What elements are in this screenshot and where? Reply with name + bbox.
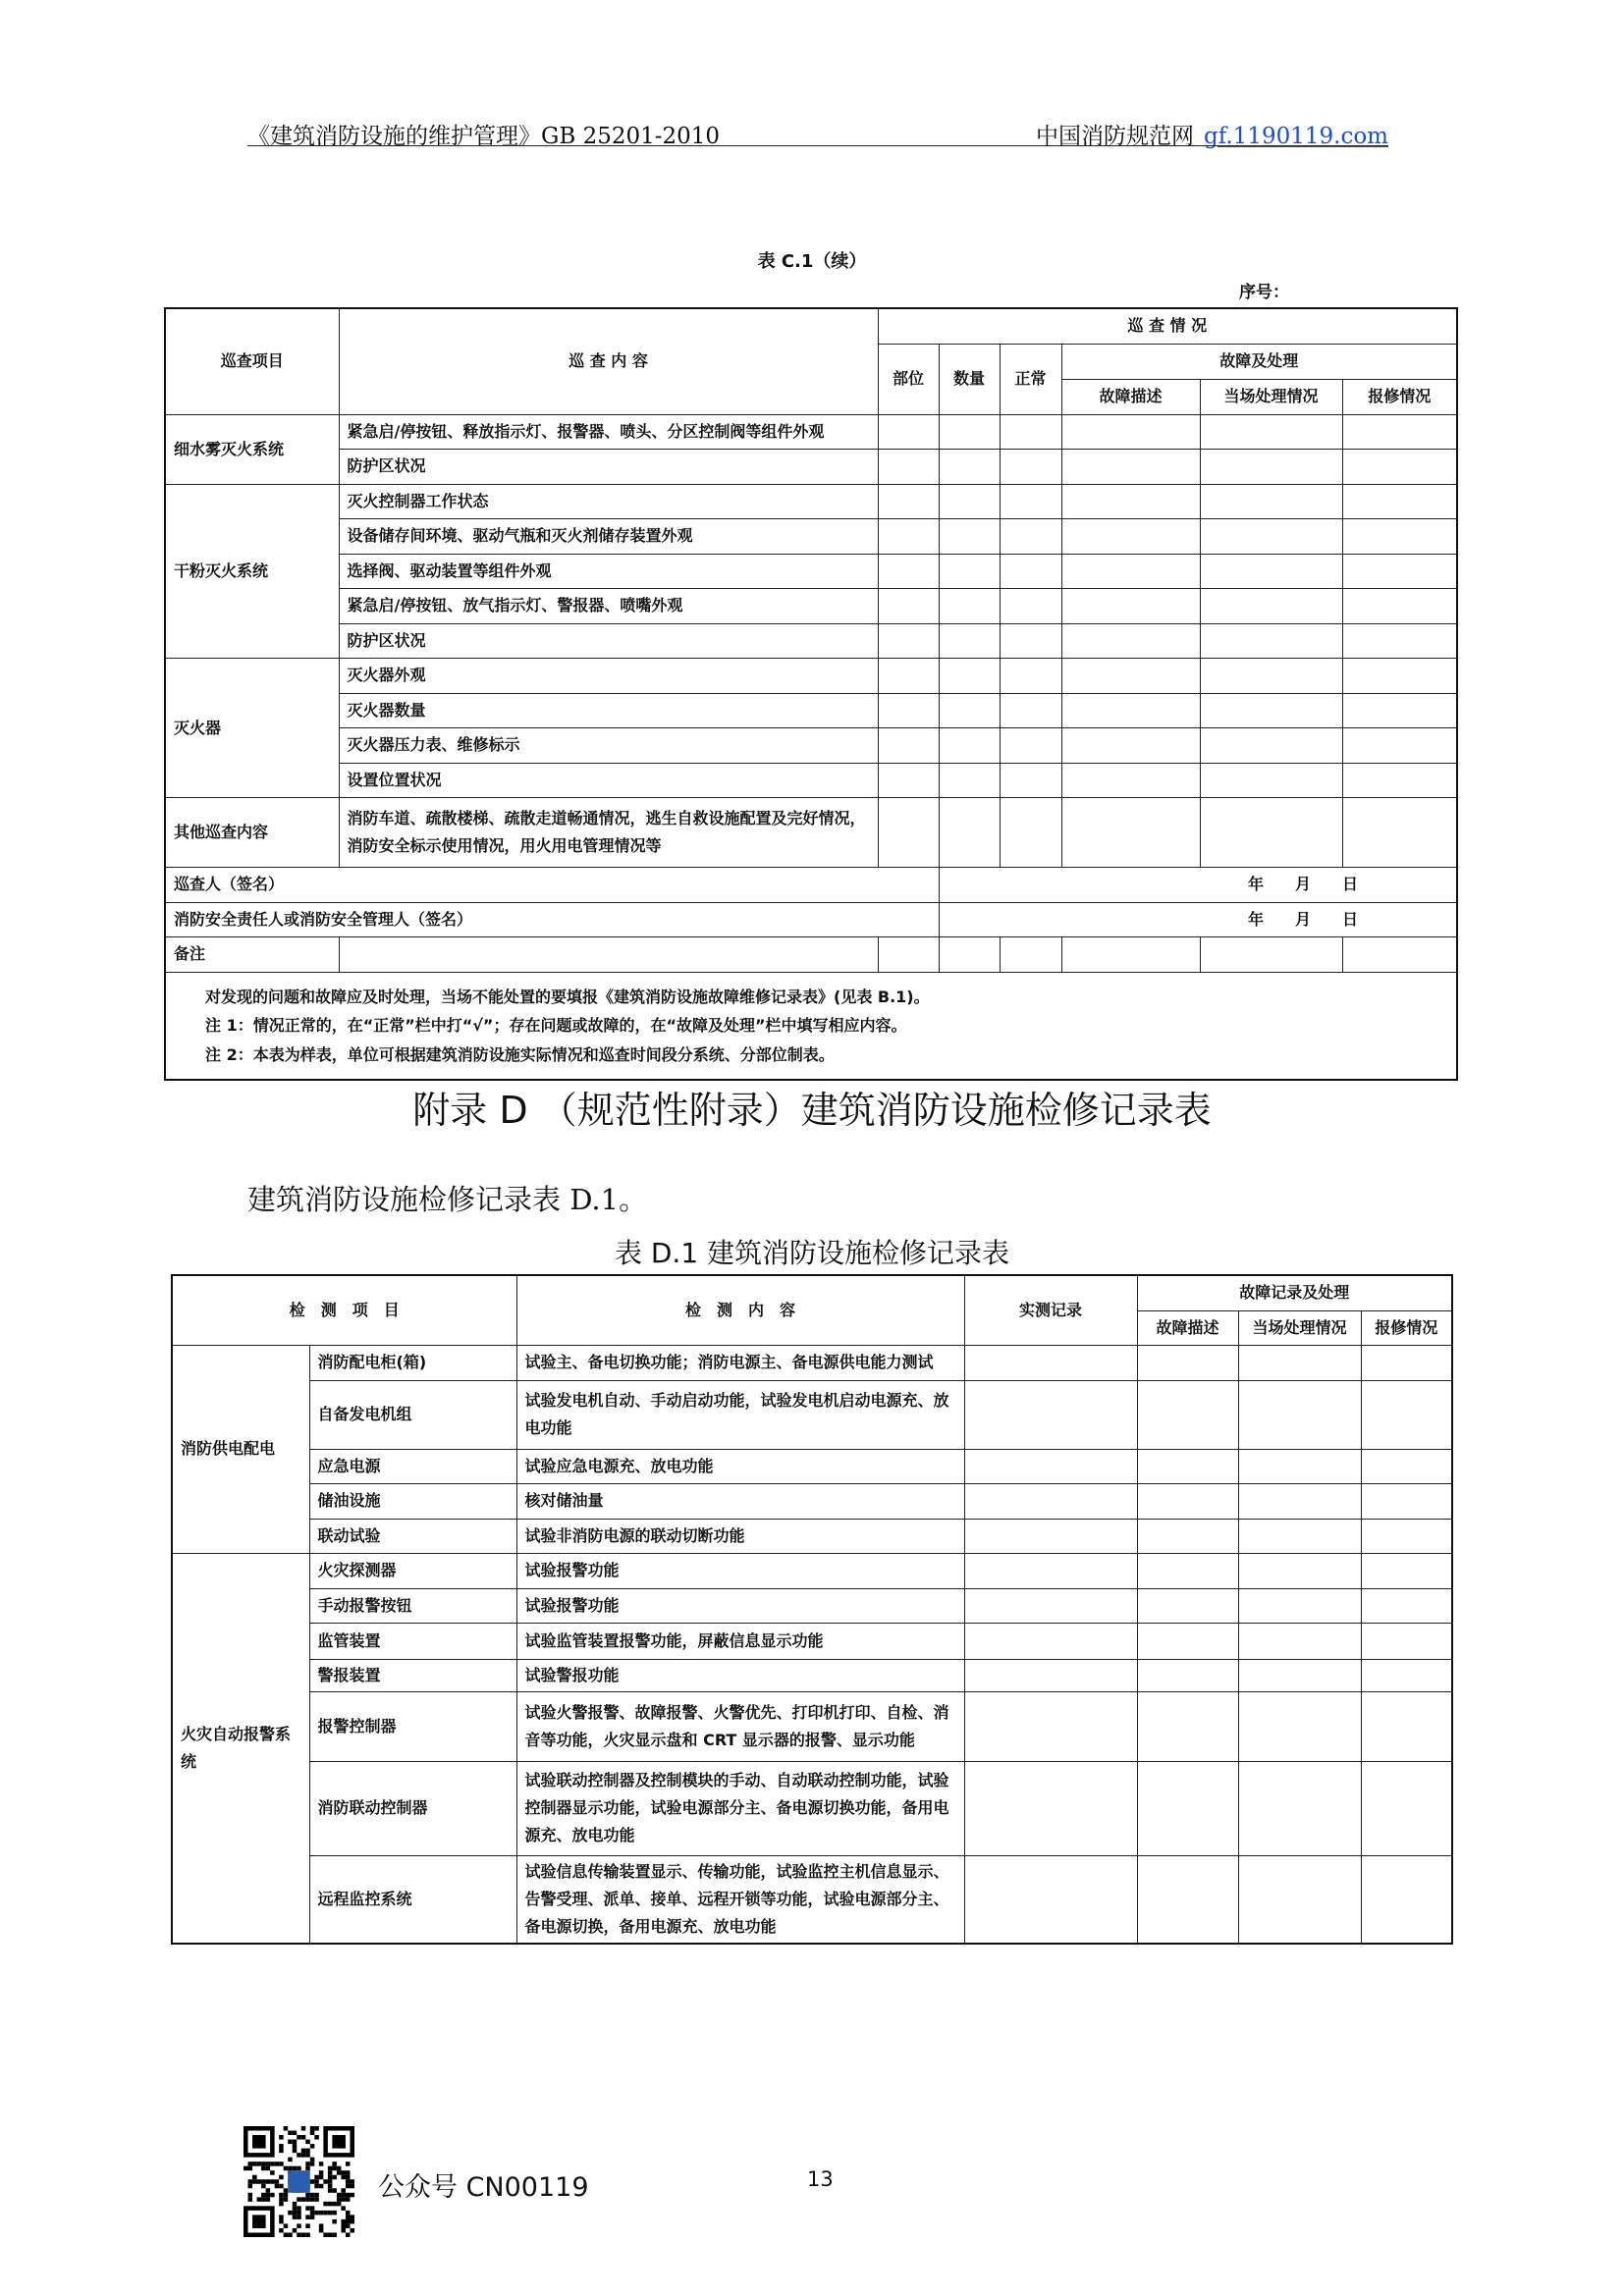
site-link[interactable]: gf.1190119.com	[1203, 124, 1388, 149]
entry-cell[interactable]	[1342, 484, 1457, 519]
table-row	[172, 1483, 1452, 1519]
check-content: 试验监管装置报警功能，屏蔽信息显示功能	[516, 1623, 964, 1659]
entry-cell[interactable]	[1238, 1380, 1361, 1449]
system-name: 消防供电配电	[172, 1345, 309, 1553]
patrol-content: 设置位置状况	[339, 763, 878, 798]
check-item: 手动报警按钮	[309, 1588, 516, 1623]
entry-cell[interactable]	[1000, 659, 1061, 694]
entry-cell[interactable]	[1238, 1553, 1361, 1588]
entry-cell[interactable]	[1137, 1855, 1238, 1944]
table-row	[165, 589, 1457, 624]
entry-cell[interactable]	[1342, 414, 1457, 450]
check-item: 储油设施	[309, 1483, 516, 1519]
table-row	[172, 1553, 1452, 1588]
entry-cell[interactable]	[1238, 1659, 1361, 1691]
entry-cell[interactable]	[1000, 414, 1061, 450]
entry-cell[interactable]	[939, 519, 1000, 555]
table-c-caption: 表 C.1（续）	[757, 251, 867, 272]
entry-cell[interactable]	[964, 1483, 1137, 1519]
entry-cell[interactable]	[1137, 1588, 1238, 1623]
entry-cell[interactable]	[1000, 728, 1061, 764]
entry-cell[interactable]	[1061, 414, 1200, 450]
entry-cell[interactable]	[939, 450, 1000, 485]
check-item: 监管装置	[309, 1623, 516, 1659]
entry-cell[interactable]	[878, 589, 939, 624]
signature-label-text: 消防安全责任人或消防安全管理人（签名）	[174, 909, 473, 929]
table-row	[172, 1623, 1452, 1659]
entry-cell[interactable]	[964, 1623, 1137, 1659]
check-item: 报警控制器	[309, 1691, 516, 1761]
entry-cell[interactable]	[939, 763, 1000, 798]
header-fault-desc: 故障描述	[1061, 379, 1200, 414]
table-row	[165, 554, 1457, 589]
entry-cell[interactable]	[1200, 589, 1342, 624]
patrol-content: 灭火器压力表、维修标示	[339, 728, 878, 764]
check-content: 试验应急电源充、放电功能	[516, 1449, 964, 1483]
entry-cell[interactable]	[1061, 763, 1200, 798]
check-content: 试验火警报警、故障报警、火警优先、打印机打印、自检、消音等功能，火灾显示盘和 CRT 显示器的报警、显示功能	[516, 1691, 964, 1761]
entry-cell[interactable]	[939, 623, 1000, 659]
check-item: 警报装置	[309, 1659, 516, 1691]
entry-cell[interactable]	[1061, 589, 1200, 624]
entry-cell[interactable]	[1061, 623, 1200, 659]
entry-cell[interactable]	[1000, 589, 1061, 624]
entry-cell[interactable]	[939, 693, 1000, 728]
entry-cell[interactable]	[1342, 798, 1457, 868]
entry-cell[interactable]	[1200, 554, 1342, 589]
table-row	[165, 450, 1457, 485]
entry-cell[interactable]	[1137, 1449, 1238, 1483]
entry-cell[interactable]	[878, 414, 939, 450]
table-d-caption: 表 D.1 建筑消防设施检修记录表	[614, 1237, 1010, 1269]
table-row	[165, 414, 1457, 450]
table-row	[172, 1761, 1452, 1855]
entry-cell[interactable]	[1361, 1519, 1452, 1553]
entry-cell[interactable]	[1000, 798, 1061, 868]
entry-cell[interactable]	[1200, 414, 1342, 450]
entry-cell[interactable]	[1200, 763, 1342, 798]
header-content: 检 测 内 容	[516, 1275, 964, 1345]
entry-cell[interactable]	[939, 728, 1000, 764]
remarks-label: 备注	[165, 937, 339, 973]
table-row	[165, 693, 1457, 728]
check-item: 消防配电柜(箱)	[309, 1345, 516, 1380]
qr-code-icon	[244, 2126, 354, 2237]
site-name: 中国消防规范网	[1035, 124, 1194, 149]
signature-date[interactable]: 年 月 日	[939, 868, 1457, 903]
entry-cell[interactable]	[878, 798, 939, 868]
entry-cell[interactable]	[939, 554, 1000, 589]
entry-cell[interactable]	[964, 1449, 1137, 1483]
entry-cell[interactable]	[1000, 450, 1061, 485]
entry-cell[interactable]	[878, 728, 939, 764]
table-row	[172, 1380, 1452, 1449]
entry-cell[interactable]	[878, 659, 939, 694]
entry-cell[interactable]	[1200, 659, 1342, 694]
intro-paragraph: 建筑消防设施检修记录表 D.1。	[247, 1183, 648, 1216]
entry-cell[interactable]	[1342, 659, 1457, 694]
entry-cell[interactable]	[1061, 484, 1200, 519]
entry-cell[interactable]	[1361, 1691, 1452, 1761]
entry-cell[interactable]	[1137, 1519, 1238, 1553]
patrol-item: 干粉灭火系统	[165, 484, 339, 659]
check-content: 试验报警功能	[516, 1553, 964, 1588]
note-line: 注 2：本表为样表，单位可根据建筑消防设施实际情况和巡查时间段分系统、分部位制表。	[205, 1044, 835, 1064]
entry-cell[interactable]	[878, 554, 939, 589]
entry-cell[interactable]	[1342, 589, 1457, 624]
entry-cell[interactable]	[1137, 1380, 1238, 1449]
signature-date[interactable]: 年 月 日	[939, 902, 1457, 937]
patrol-content: 灭火器数量	[339, 693, 878, 728]
entry-cell[interactable]	[1361, 1380, 1452, 1449]
patrol-content: 设备储存间环境、驱动气瓶和灭火剂储存装置外观	[339, 519, 878, 555]
check-content: 试验信息传输装置显示、传输功能，试验监控主机信息显示、告警受理、派单、接单、远程开锁等功能，试验电源部分主、备电源切换，备用电源充、放电功能	[516, 1855, 964, 1944]
notes-row	[165, 972, 1457, 1080]
check-content: 试验主、备电切换功能；消防电源主、备电源供电能力测试	[516, 1345, 964, 1380]
patrol-content: 防护区状况	[339, 450, 878, 485]
check-content: 试验发电机自动、手动启动功能，试验发电机启动电源充、放电功能	[516, 1380, 964, 1449]
signature-label	[165, 902, 939, 937]
table-row	[172, 1345, 1452, 1380]
entry-cell[interactable]	[1361, 1483, 1452, 1519]
check-item: 火灾探测器	[309, 1553, 516, 1588]
header-fault-desc: 故障描述	[1137, 1310, 1238, 1345]
table-row	[165, 519, 1457, 555]
entry-cell[interactable]	[1000, 519, 1061, 555]
entry-cell[interactable]	[1342, 937, 1457, 973]
signature-label-text: 巡查人（签名）	[174, 875, 285, 894]
signature-row	[165, 902, 1457, 937]
entry-cell[interactable]	[1061, 798, 1200, 868]
system-name: 火灾自动报警系统	[172, 1553, 309, 1944]
entry-cell[interactable]	[1000, 554, 1061, 589]
entry-cell[interactable]	[1137, 1659, 1238, 1691]
entry-cell[interactable]	[1061, 554, 1200, 589]
table-row	[165, 728, 1457, 764]
entry-cell[interactable]	[964, 1659, 1137, 1691]
entry-cell[interactable]	[1238, 1691, 1361, 1761]
check-item: 联动试验	[309, 1519, 516, 1553]
entry-cell[interactable]	[1342, 450, 1457, 485]
check-content: 试验警报功能	[516, 1659, 964, 1691]
entry-cell[interactable]	[939, 589, 1000, 624]
entry-cell[interactable]	[1200, 623, 1342, 659]
entry-cell[interactable]	[1361, 1588, 1452, 1623]
entry-cell[interactable]	[878, 763, 939, 798]
entry-cell[interactable]	[1061, 693, 1200, 728]
entry-cell[interactable]	[1000, 484, 1061, 519]
entry-cell[interactable]	[1061, 659, 1200, 694]
entry-cell[interactable]	[964, 1855, 1137, 1944]
entry-cell[interactable]	[1361, 1449, 1452, 1483]
remarks-row	[165, 937, 1457, 973]
entry-cell[interactable]	[1342, 728, 1457, 764]
entry-cell[interactable]	[1061, 450, 1200, 485]
entry-cell[interactable]	[1200, 450, 1342, 485]
entry-cell[interactable]	[1238, 1449, 1361, 1483]
header-content: 巡 查 内 容	[339, 308, 878, 414]
table-row	[172, 1449, 1452, 1483]
check-item: 消防联动控制器	[309, 1761, 516, 1855]
entry-cell[interactable]	[939, 484, 1000, 519]
signature-label	[165, 868, 939, 903]
entry-cell[interactable]	[1000, 623, 1061, 659]
patrol-item: 其他巡查内容	[165, 798, 339, 868]
patrol-content: 紧急启/停按钮、释放指示灯、报警器、喷头、分区控制阀等组件外观	[339, 414, 878, 450]
entry-cell[interactable]	[939, 659, 1000, 694]
entry-cell[interactable]	[964, 1588, 1137, 1623]
entry-cell[interactable]	[878, 693, 939, 728]
entry-cell[interactable]	[1137, 1483, 1238, 1519]
table-row	[172, 1691, 1452, 1761]
entry-cell[interactable]	[1137, 1761, 1238, 1855]
entry-cell[interactable]	[964, 1380, 1137, 1449]
header-fault-group: 故障记录及处理	[1137, 1275, 1452, 1310]
entry-cell[interactable]	[1238, 1519, 1361, 1553]
check-item: 应急电源	[309, 1449, 516, 1483]
patrol-content: 灭火控制器工作状态	[339, 484, 878, 519]
patrol-content: 紧急启/停按钮、放气指示灯、警报器、喷嘴外观	[339, 589, 878, 624]
appendix-title: 附录 D （规范性附录）建筑消防设施检修记录表	[412, 1089, 1212, 1132]
entry-cell[interactable]	[939, 798, 1000, 868]
entry-cell[interactable]	[1238, 1345, 1361, 1380]
patrol-item: 细水雾灭火系统	[165, 414, 339, 484]
entry-cell[interactable]	[1361, 1553, 1452, 1588]
check-content: 试验非消防电源的联动切断功能	[516, 1519, 964, 1553]
entry-cell[interactable]	[1361, 1855, 1452, 1944]
entry-cell[interactable]	[1000, 693, 1061, 728]
wechat-account: 公众号 CN00119	[378, 2172, 589, 2203]
entry-cell[interactable]	[878, 484, 939, 519]
entry-cell[interactable]	[1137, 1623, 1238, 1659]
entry-cell[interactable]	[1342, 693, 1457, 728]
header-status: 巡 查 情 况	[878, 308, 1457, 344]
entry-cell[interactable]	[964, 1519, 1137, 1553]
entry-cell[interactable]	[1137, 1345, 1238, 1380]
check-content: 试验联动控制器及控制模块的手动、自动联动控制功能，试验控制器显示功能，试验电源部分主、备电源切换功能，备用电源充、放电功能	[516, 1761, 964, 1855]
table-row	[165, 484, 1457, 519]
entry-cell[interactable]	[964, 1553, 1137, 1588]
table-row	[165, 763, 1457, 798]
entry-cell[interactable]	[1238, 1588, 1361, 1623]
entry-cell[interactable]	[1137, 1691, 1238, 1761]
header-item: 巡查项目	[165, 308, 339, 414]
entry-cell[interactable]	[878, 623, 939, 659]
entry-cell[interactable]	[1200, 484, 1342, 519]
entry-cell[interactable]	[1361, 1761, 1452, 1855]
header-repair: 报修情况	[1342, 379, 1457, 414]
header-onsite: 当场处理情况	[1238, 1310, 1361, 1345]
entry-cell[interactable]	[1342, 763, 1457, 798]
entry-cell[interactable]	[1200, 728, 1342, 764]
patrol-content: 消防车道、疏散楼梯、疏散走道畅通情况，逃生自救设施配置及完好情况，消防安全标示使用情况，用火用电管理情况等	[339, 798, 878, 868]
table-row	[172, 1588, 1452, 1623]
entry-cell[interactable]	[878, 937, 939, 973]
header-onsite: 当场处理情况	[1200, 379, 1342, 414]
entry-cell[interactable]	[939, 937, 1000, 973]
table-row	[172, 1855, 1452, 1944]
entry-cell[interactable]	[878, 450, 939, 485]
header-quantity: 数量	[939, 344, 1000, 414]
patrol-content: 选择阀、驱动装置等组件外观	[339, 554, 878, 589]
note-line: 注 1：情况正常的，在“正常”栏中打“√”；存在问题或故障的，在“故障及处理”栏中填写相应内容。	[205, 1016, 907, 1036]
header-rule	[247, 145, 1388, 146]
entry-cell[interactable]	[964, 1345, 1137, 1380]
entry-cell[interactable]	[964, 1761, 1137, 1855]
table-row	[165, 659, 1457, 694]
entry-cell[interactable]	[1000, 763, 1061, 798]
entry-cell[interactable]	[1200, 693, 1342, 728]
patrol-item: 灭火器	[165, 659, 339, 798]
entry-cell[interactable]	[1200, 798, 1342, 868]
note-line: 对发现的问题和故障应及时处理，当场不能处置的要填报《建筑消防设施故障维修记录表》(见表 B.1)。	[205, 987, 930, 1006]
entry-cell[interactable]	[1200, 937, 1342, 973]
entry-cell[interactable]	[1137, 1553, 1238, 1588]
entry-cell[interactable]	[1361, 1623, 1452, 1659]
signature-row	[165, 868, 1457, 903]
table-row	[165, 798, 1457, 868]
notes	[165, 972, 1457, 1080]
check-content: 核对储油量	[516, 1483, 964, 1519]
header-repair: 报修情况	[1361, 1310, 1452, 1345]
entry-cell[interactable]	[1061, 728, 1200, 764]
entry-cell[interactable]	[1061, 937, 1200, 973]
header-location: 部位	[878, 344, 939, 414]
patrol-record-table	[164, 307, 1458, 1081]
entry-cell[interactable]	[1361, 1659, 1452, 1691]
page-number: 13	[807, 2167, 834, 2191]
patrol-content: 灭火器外观	[339, 659, 878, 694]
check-item: 自备发电机组	[309, 1380, 516, 1449]
entry-cell[interactable]	[939, 414, 1000, 450]
entry-cell[interactable]	[1061, 519, 1200, 555]
entry-cell[interactable]	[1238, 1483, 1361, 1519]
table-row	[172, 1659, 1452, 1691]
entry-cell[interactable]	[878, 519, 939, 555]
table-row	[172, 1519, 1452, 1553]
header-document-title: 《建筑消防设施的维护管理》GB 25201-2010	[247, 124, 721, 149]
entry-cell[interactable]	[1200, 519, 1342, 555]
serial-number-label: 序号：	[1239, 283, 1289, 302]
patrol-content: 防护区状况	[339, 623, 878, 659]
entry-cell[interactable]	[1342, 519, 1457, 555]
entry-cell[interactable]	[1342, 554, 1457, 589]
entry-cell[interactable]	[964, 1691, 1137, 1761]
entry-cell[interactable]	[1361, 1345, 1452, 1380]
entry-cell[interactable]	[1342, 623, 1457, 659]
maintenance-record-table	[171, 1274, 1453, 1945]
table-row	[165, 623, 1457, 659]
entry-cell[interactable]	[1238, 1855, 1361, 1944]
entry-cell[interactable]	[1000, 937, 1061, 973]
entry-cell[interactable]	[1238, 1623, 1361, 1659]
header-normal: 正常	[1000, 344, 1061, 414]
check-item: 远程监控系统	[309, 1855, 516, 1944]
entry-cell[interactable]	[1238, 1761, 1361, 1855]
header-measured: 实测记录	[964, 1275, 1137, 1345]
header-item: 检 测 项 目	[172, 1275, 516, 1345]
check-content: 试验报警功能	[516, 1588, 964, 1623]
entry-cell[interactable]	[339, 937, 878, 973]
header-fault-handling: 故障及处理	[1061, 344, 1457, 379]
